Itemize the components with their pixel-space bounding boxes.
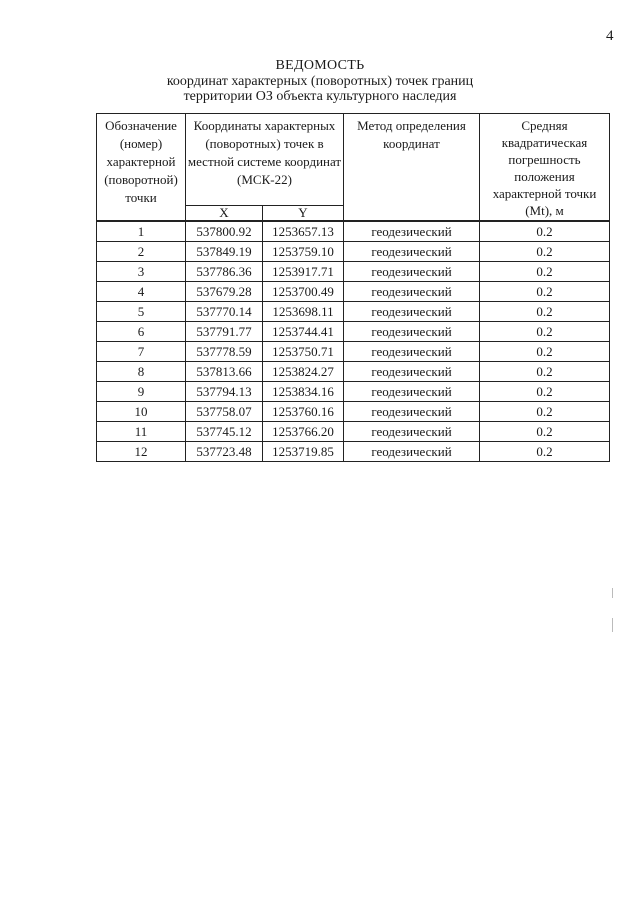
x-coordinate-cell: 537723.48 bbox=[186, 442, 263, 462]
table-row bbox=[97, 382, 610, 402]
method-cell: геодезический bbox=[344, 262, 480, 282]
x-coordinate-cell: 537745.12 bbox=[186, 422, 263, 442]
scan-mark bbox=[612, 588, 613, 598]
table-row bbox=[97, 302, 610, 322]
error-cell: 0.2 bbox=[480, 221, 610, 242]
error-cell: 0.2 bbox=[480, 362, 610, 382]
y-coordinate-cell: 1253657.13 bbox=[263, 221, 344, 242]
error-cell: 0.2 bbox=[480, 382, 610, 402]
y-coordinate-cell: 1253824.27 bbox=[263, 362, 344, 382]
y-coordinate-cell: 1253744.41 bbox=[263, 322, 344, 342]
table-row bbox=[97, 282, 610, 302]
header-method: Метод определения координат bbox=[344, 114, 480, 222]
document-subtitle-line2: территории ОЗ объекта культурного наследия bbox=[183, 89, 457, 104]
header-point: Обозначение (номер) характерной (поворотной) точки bbox=[97, 114, 186, 222]
point-number-cell: 7 bbox=[97, 342, 186, 362]
error-cell: 0.2 bbox=[480, 302, 610, 322]
x-coordinate-cell: 537794.13 bbox=[186, 382, 263, 402]
header-y: Y bbox=[263, 206, 344, 222]
x-coordinate-cell: 537791.77 bbox=[186, 322, 263, 342]
method-cell: геодезический bbox=[344, 322, 480, 342]
x-coordinate-cell: 537778.59 bbox=[186, 342, 263, 362]
x-coordinate-cell: 537679.28 bbox=[186, 282, 263, 302]
method-cell: геодезический bbox=[344, 442, 480, 462]
title-block bbox=[0, 58, 640, 104]
method-cell: геодезический bbox=[344, 402, 480, 422]
table-row bbox=[97, 221, 610, 242]
y-coordinate-cell: 1253759.10 bbox=[263, 242, 344, 262]
x-coordinate-cell: 537800.92 bbox=[186, 221, 263, 242]
error-cell: 0.2 bbox=[480, 422, 610, 442]
table-row bbox=[97, 422, 610, 442]
y-coordinate-cell: 1253834.16 bbox=[263, 382, 344, 402]
method-cell: геодезический bbox=[344, 422, 480, 442]
method-cell: геодезический bbox=[344, 362, 480, 382]
scan-mark bbox=[612, 618, 613, 632]
table-row bbox=[97, 322, 610, 342]
x-coordinate-cell: 537758.07 bbox=[186, 402, 263, 422]
point-number-cell: 11 bbox=[97, 422, 186, 442]
error-cell: 0.2 bbox=[480, 322, 610, 342]
method-cell: геодезический bbox=[344, 382, 480, 402]
method-cell: геодезический bbox=[344, 302, 480, 322]
y-coordinate-cell: 1253719.85 bbox=[263, 442, 344, 462]
x-coordinate-cell: 537770.14 bbox=[186, 302, 263, 322]
method-cell: геодезический bbox=[344, 282, 480, 302]
table-row bbox=[97, 242, 610, 262]
error-cell: 0.2 bbox=[480, 282, 610, 302]
error-cell: 0.2 bbox=[480, 342, 610, 362]
table-row bbox=[97, 442, 610, 462]
point-number-cell: 4 bbox=[97, 282, 186, 302]
point-number-cell: 1 bbox=[97, 221, 186, 242]
y-coordinate-cell: 1253700.49 bbox=[263, 282, 344, 302]
method-cell: геодезический bbox=[344, 342, 480, 362]
table-row bbox=[97, 402, 610, 422]
point-number-cell: 6 bbox=[97, 322, 186, 342]
header-coordinates: Координаты характерных (поворотных) точек в местной системе координат (МСК-22) bbox=[186, 114, 344, 206]
method-cell: геодезический bbox=[344, 242, 480, 262]
table-row bbox=[97, 362, 610, 382]
table-row bbox=[97, 342, 610, 362]
error-cell: 0.2 bbox=[480, 442, 610, 462]
point-number-cell: 5 bbox=[97, 302, 186, 322]
x-coordinate-cell: 537849.19 bbox=[186, 242, 263, 262]
y-coordinate-cell: 1253698.11 bbox=[263, 302, 344, 322]
error-cell: 0.2 bbox=[480, 262, 610, 282]
header-error: Средняя квадратическая погрешность положения характерной точки (Mt), м bbox=[480, 114, 610, 222]
error-cell: 0.2 bbox=[480, 242, 610, 262]
table-body bbox=[97, 221, 610, 462]
table-row bbox=[97, 262, 610, 282]
point-number-cell: 12 bbox=[97, 442, 186, 462]
method-cell: геодезический bbox=[344, 221, 480, 242]
document-subtitle-line1: координат характерных (поворотных) точек границ bbox=[166, 74, 474, 89]
x-coordinate-cell: 537786.36 bbox=[186, 262, 263, 282]
point-number-cell: 10 bbox=[97, 402, 186, 422]
error-cell: 0.2 bbox=[480, 402, 610, 422]
point-number-cell: 2 bbox=[97, 242, 186, 262]
x-coordinate-cell: 537813.66 bbox=[186, 362, 263, 382]
y-coordinate-cell: 1253760.16 bbox=[263, 402, 344, 422]
y-coordinate-cell: 1253750.71 bbox=[263, 342, 344, 362]
point-number-cell: 8 bbox=[97, 362, 186, 382]
page-number: 4 bbox=[606, 28, 614, 44]
y-coordinate-cell: 1253766.20 bbox=[263, 422, 344, 442]
document-title: ВЕДОМОСТЬ bbox=[275, 58, 365, 73]
coordinates-table bbox=[96, 113, 610, 462]
header-x: X bbox=[186, 206, 263, 222]
point-number-cell: 9 bbox=[97, 382, 186, 402]
y-coordinate-cell: 1253917.71 bbox=[263, 262, 344, 282]
point-number-cell: 3 bbox=[97, 262, 186, 282]
